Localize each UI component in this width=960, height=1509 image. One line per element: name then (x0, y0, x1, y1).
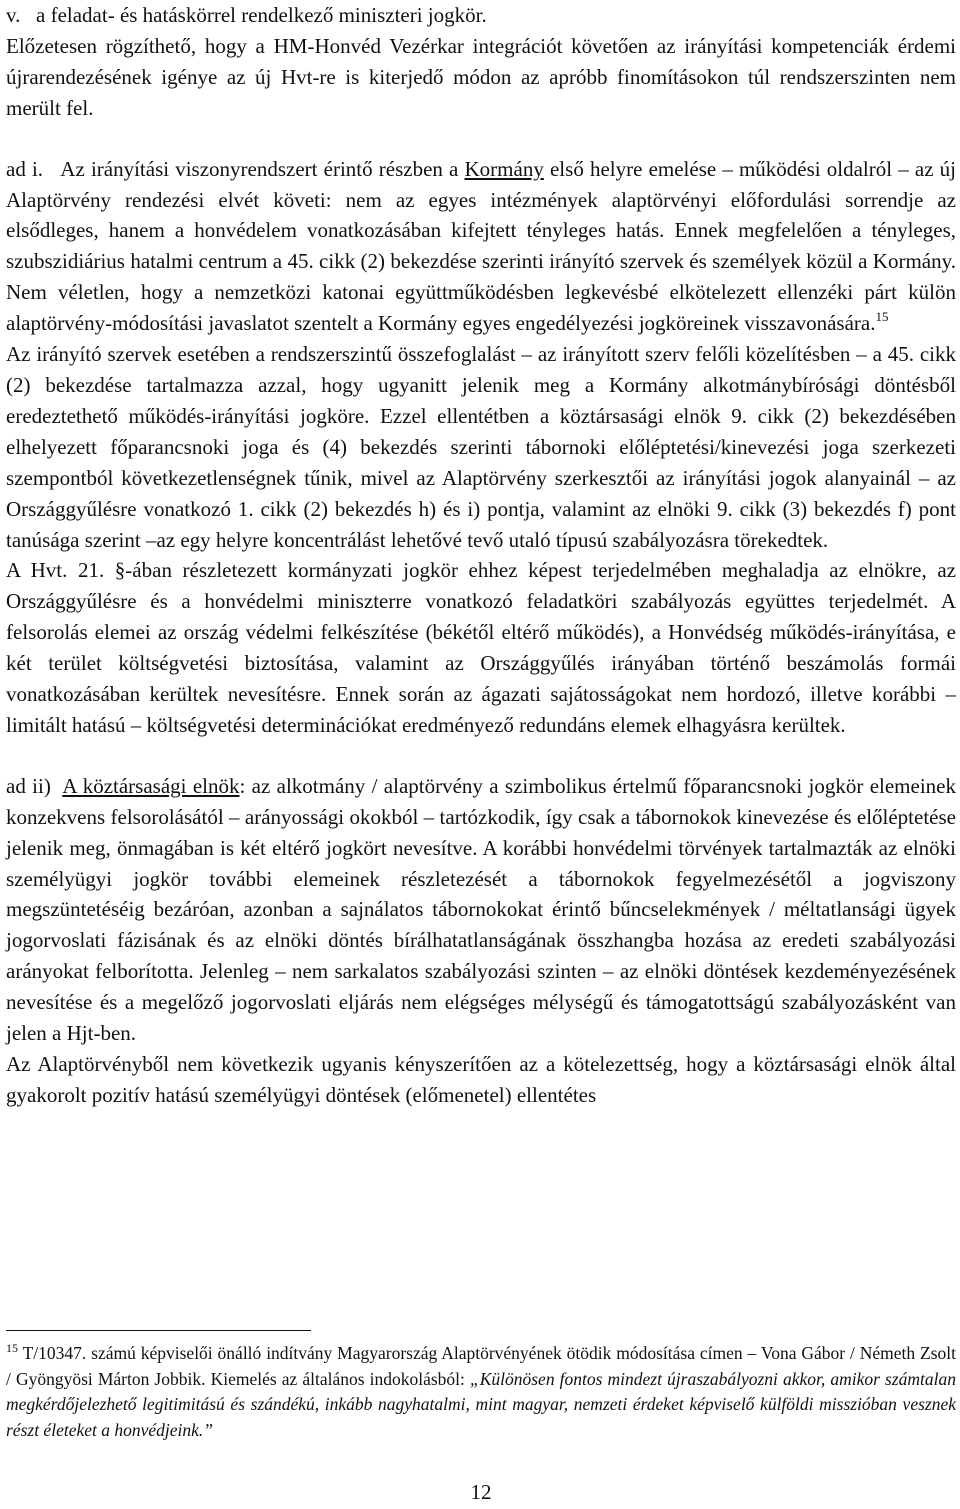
paragraph-spacer (6, 124, 956, 154)
paragraph-ad-ii-prefix: ad ii) (6, 773, 63, 798)
list-item-text: a feladat- és hatáskörrel rendelkező miniszteri jogkör. (36, 3, 487, 27)
footnote-text: T/10347. számú képviselői önálló indítvány Magyarország Alaptörvényének ötödik módosítása címen – Vona Gábor / Németh Zsolt / Gyöngyösi Márton Jobbik. Kiemelés az általános indokolásból: (6, 1343, 956, 1389)
paragraph-ad-i-prefix: ad i. Az irányítási viszonyrendszert érintő részben a (6, 156, 465, 181)
footnote-number: 15 (6, 1341, 18, 1355)
footnote-separator (6, 1330, 311, 1331)
paragraph-hvt-21: A Hvt. 21. §-ában részletezett kormányzati jogkör ehhez képest terjedelmében meghaladja az elnökre, az Országgyűlésre és a honvédelmi miniszterre vonatkozó feladatköri szabályozás együttes terjedelmét. A felsorolás elemei az ország védelmi felkészítése (békétől eltérő működés), a Honvédség működés-irányítása, e két terület költségvetési biztosítása, valamint az Országgyűlés irányában történő beszámolás formái vonatkozásában kerültek nevesítésre. Ennek során az ágazati sajátosságokat nem hordozó, illetve korábbi – limitált hatású – költségvetési determinációkat eredményező redundáns elemek elhagyásra kerültek. (6, 558, 956, 737)
list-marker: v. (6, 3, 21, 27)
paragraph-ad-ii-text: : az alkotmány / alaptörvény a szimbolikus értelmű főparancsnoki jogkör elemeinek konzekvens felsorolásától – arányossági okokból – tartózkodik, így csak a tábornokok kinevezése és előléptetése jelenik meg, önmagában is két eltérő jogkört nevesítve. A korábbi honvédelmi törvények tartalmazták az elnöki személyügyi jogkör további elemeinek részletezését a tábornokok fegyelmezésétől a jogviszony megszüntetéséig bezáróan, azonban a sajnálatos tábornokokat érintő bűncselekmények / méltatlansági ügyek jogorvoslati fázisának és az elnöki döntés bírálhatatlanságának összhangba hozása az eredeti szabályozási arányokat felborította. Jelenleg – nem sarkalatos szabályozási szinten – az elnöki döntések kezdeményezésének nevesítése és a megelőző jogorvoslati eljárás nem elégséges mélységű és támogatottságú szabályozásként van jelen a Hjt-ben. (6, 773, 956, 1046)
document-body (6, 0, 956, 1111)
footnote-quote: „Különösen fontos mindezt újraszabályozni akkor, amikor számtalan megkérdőjelezhető legitimitású és szándékú, inkább nagyhatalmi, mint magyar, nemzeti érdeket képviselő külföldi misszióban vesznek részt életeket a honvédjeink.” (6, 1368, 956, 1440)
underlined-term-koztarsasagi-elnok: A köztársasági elnök (62, 773, 240, 798)
paragraph-ad-i-text: első helyre emelése – működési oldalról – az új Alaptörvény rendezési elvét követi: nem az egyes intézmények alaptörvényi előfordulási sorrendje az elsődleges, hanem a honvédelem vonatkozásában kifejtett tényleges hatás. Ennek megfelelően a tényleges, szubszidiárius hatalmi centrum a 45. cikk (2) bekezdése szerinti irányító szervek és személyek közül a Kormány. Nem véletlen, hogy a nemzetközi katonai együttműködésben legkevésbé elkötelezett ellenzéki párt külön alaptörvény-módosítási javaslatot szentelt a Kormány egyes engedélyezési jogköreinek visszavonására. (6, 156, 956, 336)
paragraph-ad-ii (6, 771, 956, 1049)
paragraph-intro: Előzetesen rögzíthető, hogy a HM-Honvéd Vezérkar integrációt követően az irányítási kompetenciák érdemi újrarendezésének igénye az új Hvt-re is kiterjedő módon az apróbb finomításokon túl rendszerszinten nem merült fel. (6, 33, 956, 120)
footnotes-section (6, 1330, 956, 1443)
paragraph-ad-i (6, 154, 956, 339)
underlined-term-kormany: Kormány (464, 156, 544, 181)
list-item-v (6, 0, 956, 31)
footnote-reference[interactable]: 15 (875, 309, 889, 325)
footnote-15 (6, 1341, 956, 1443)
document-page (6, 0, 956, 1111)
paragraph-spacer (6, 741, 956, 771)
page-number: 12 (470, 1480, 492, 1504)
paragraph-iranyito-szervek: Az irányító szervek esetében a rendszerszintű összefoglalást – az irányított szerv felőli közelítésben – a 45. cikk (2) bekezdése tartalmazza azzal, hogy ugyanitt jelenik meg a Kormány alkotmánybírósági döntésből eredeztethető működés-irányítási jogköre. Ezzel ellentétben a köztársasági elnök 9. cikk (2) bekezdésében elhelyezett főparancsnoki joga és (4) bekezdés szerinti tábornoki előléptetési/kinevezési joga szerkezeti szempontból következetlenségnek tűnik, mivel az Alaptörvény szerkesztői az irányítási jogok alanyainál – az Országgyűlésre vonatkozó 1. cikk (2) bekezdés h) és i) pontja, valamint az elnöki 9. cikk (3) bekezdés f) pont tanúsága szerint –az egy helyre koncentrálást lehetővé tevő utaló típusú szabályozásra törekedtek. (6, 342, 956, 552)
paragraph-alaptorveny: Az Alaptörvényből nem következik ugyanis kényszerítően az a kötelezettség, hogy a köztársasági elnök által gyakorolt pozitív hatású személyügyi döntések (előmenetel) ellentétes (6, 1052, 956, 1107)
